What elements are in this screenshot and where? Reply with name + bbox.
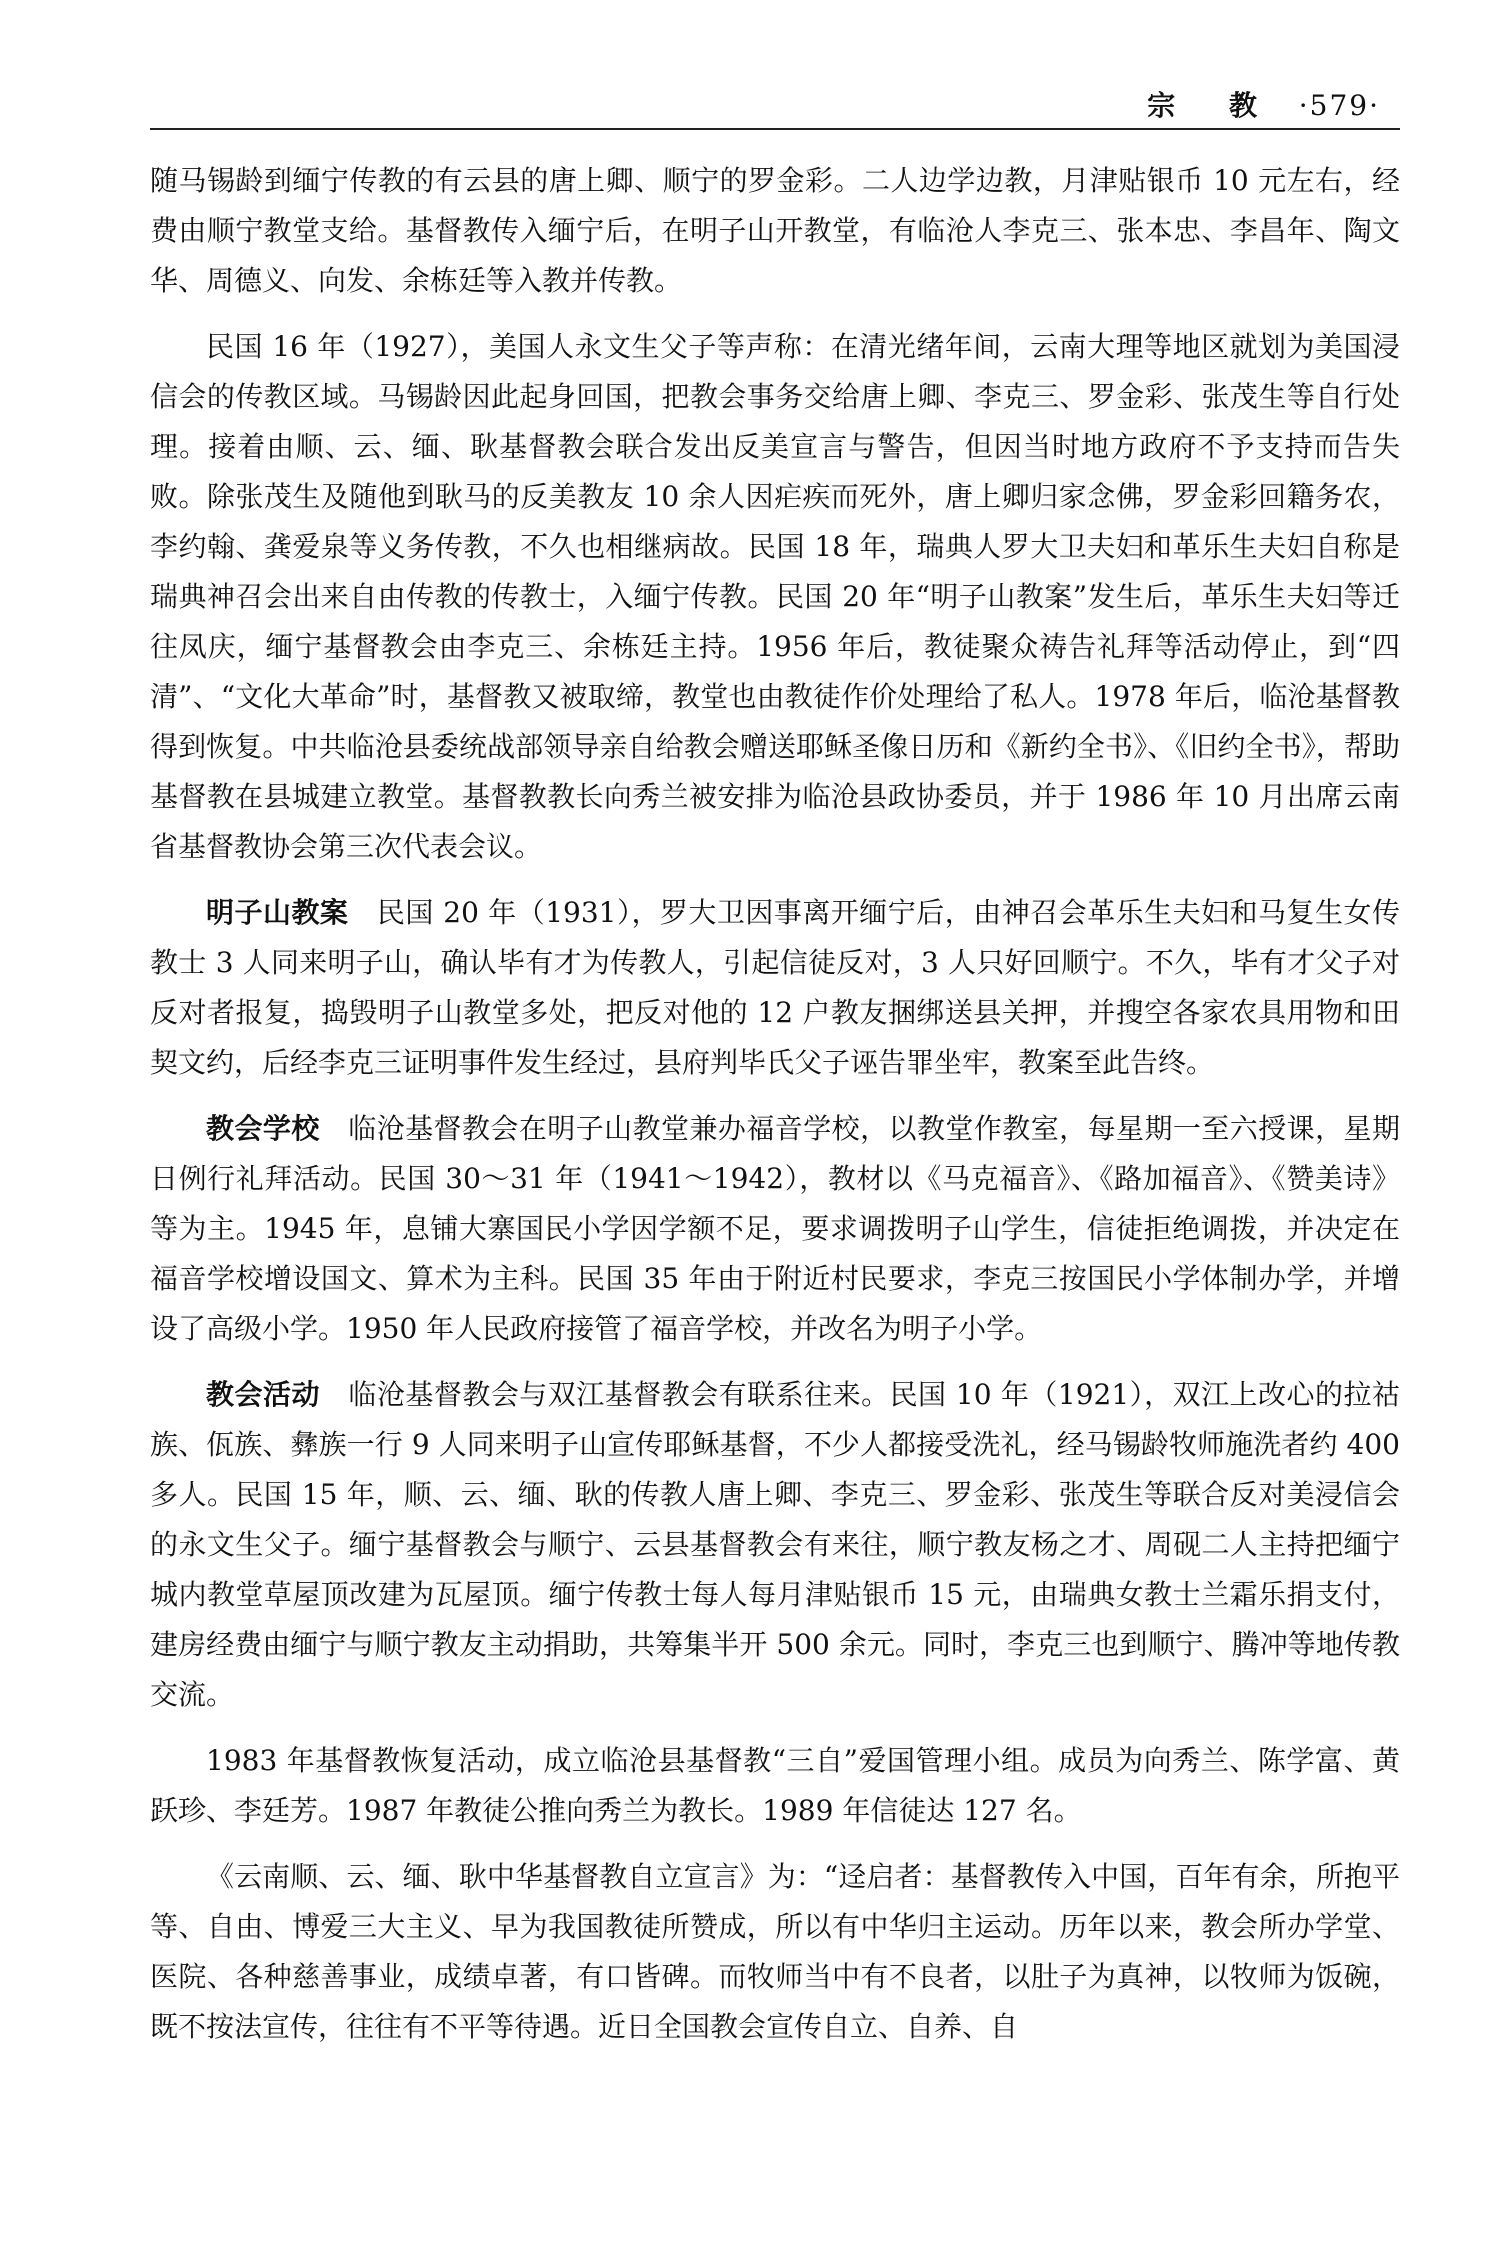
paragraph-text: 临沧基督教会在明子山教堂兼办福音学校，以教堂作教室，每星期一至六授课，星期日例行礼拜活动。民国 30～31 年（1941～1942），教材以《马克福音》、《路加福音》、《赞美诗》等为主。1945 年，息铺大寨国民小学因学额不足，要求调拨明子山学生，信徒拒绝调拨，并决定在福音学校增设国文、算术为主科。民国 35 年由于附近村民要求，李克三按国民小学体制办学，并增设了高级小学。1950 年人民政府接管了福音学校，并改名为明子小学。 — [150, 1112, 1400, 1345]
paragraph — [150, 1852, 1400, 2052]
paragraph-text: 民国 16 年（1927），美国人永文生父子等声称：在清光绪年间，云南大理等地区就划为美国浸信会的传教区域。马锡龄因此起身回国，把教会事务交给唐上卿、李克三、罗金彩、张茂生等自行处理。接着由顺、云、缅、耿基督教会联合发出反美宣言与警告，但因当时地方政府不予支持而告失败。除张茂生及随他到耿马的反美教友 10 余人因疟疾而死外，唐上卿归家念佛，罗金彩回籍务农，李约翰、龚爱泉等义务传教，不久也相继病故。民国 18 年，瑞典人罗大卫夫妇和革乐生夫妇自称是瑞典神召会出来自由传教的传教士，入缅宁传教。民国 20 年“明子山教案”发生后，革乐生夫妇等迁往凤庆，缅宁基督教会由李克三、余栋廷主持。1956 年后，教徒聚众祷告礼拜等活动停止，到“四清”、“文化大革命”时，基督教又被取缔，教堂也由教徒作价处理给了私人。1978 年后，临沧基督教得到恢复。中共临沧县委统战部领导亲自给教会赠送耶稣圣像日历和《新约全书》、《旧约全书》，帮助基督教在县城建立教堂。基督教教长向秀兰被安排为临沧县政协委员，并于 1986 年 10 月出席云南省基督教协会第三次代表会议。 — [150, 330, 1400, 863]
paragraph-text: 1983 年基督教恢复活动，成立临沧县基督教“三自”爱国管理小组。成员为向秀兰、陈学富、黄跃珍、李廷芳。1987 年教徒公推向秀兰为教长。1989 年信徒达 127 名。 — [150, 1744, 1400, 1827]
paragraph — [150, 156, 1400, 306]
paragraph-text: 临沧基督教会与双江基督教会有联系往来。民国 10 年（1921），双江上改心的拉祜族、佤族、彝族一行 9 人同来明子山宣传耶稣基督，不少人都接受洗礼，经马锡龄牧师施洗者约 400 多人。民国 15 年，顺、云、缅、耿的传教人唐上卿、李克三、罗金彩、张茂生等联合反对美浸信会的永文生父子。缅宁基督教会与顺宁、云县基督教会有来往，顺宁教友杨之才、周砚二人主持把缅宁城内教堂草屋顶改建为瓦屋顶。缅宁传教士每人每月津贴银币 15 元，由瑞典女教士兰霜乐捐支付，建房经费由缅宁与顺宁教友主动捐助，共筹集半开 500 余元。同时，李克三也到顺宁、腾冲等地传教交流。 — [150, 1378, 1400, 1711]
paragraph — [150, 1370, 1400, 1720]
header-right — [1137, 84, 1380, 124]
paragraph — [150, 888, 1400, 1088]
paragraph-text: 《云南顺、云、缅、耿中华基督教自立宣言》为：“迳启者：基督教传入中国，百年有余，所抱平等、自由、博爱三大主义、早为我国教徒所赞成，所以有中华归主运动。历年以来，教会所办学堂、医院、各种慈善事业，成绩卓著，有口皆碑。而牧师当中有不良者，以肚子为真神，以牧师为饭碗，既不按法宣传，往往有不平等待遇。近日全国教会宣传自立、自养、自 — [150, 1860, 1400, 2043]
body-text — [150, 156, 1400, 2068]
running-header — [150, 84, 1400, 130]
paragraph-text: 民国 20 年（1931），罗大卫因事离开缅宁后，由神召会革乐生夫妇和马复生女传教士 3 人同来明子山，确认毕有才为传教人，引起信徒反对，3 人只好回顺宁。不久，毕有才父子对反对者报复，捣毁明子山教堂多处，把反对他的 12 户教友捆绑送县关押，并搜空各家农具用物和田契文约，后经李克三证明事件发生经过，县府判毕氏父子诬告罪坐牢，教案至此告终。 — [150, 896, 1400, 1079]
chapter-title-char2: 教 — [1228, 89, 1259, 122]
chapter-title-char1: 宗 — [1147, 89, 1178, 122]
section-keyword: 教会学校 — [206, 1112, 320, 1145]
section-keyword: 教会活动 — [206, 1378, 320, 1411]
paragraph — [150, 1104, 1400, 1354]
paragraph — [150, 1736, 1400, 1836]
section-keyword: 明子山教案 — [206, 896, 349, 929]
page-number: ·579· — [1298, 89, 1380, 122]
paragraph-text: 随马锡龄到缅宁传教的有云县的唐上卿、顺宁的罗金彩。二人边学边教，月津贴银币 10 元左右，经费由顺宁教堂支给。基督教传入缅宁后，在明子山开教堂，有临沧人李克三、张本忠、李昌年、陶文华、周德义、向发、余栋廷等入教并传教。 — [150, 164, 1400, 297]
paragraph — [150, 322, 1400, 872]
